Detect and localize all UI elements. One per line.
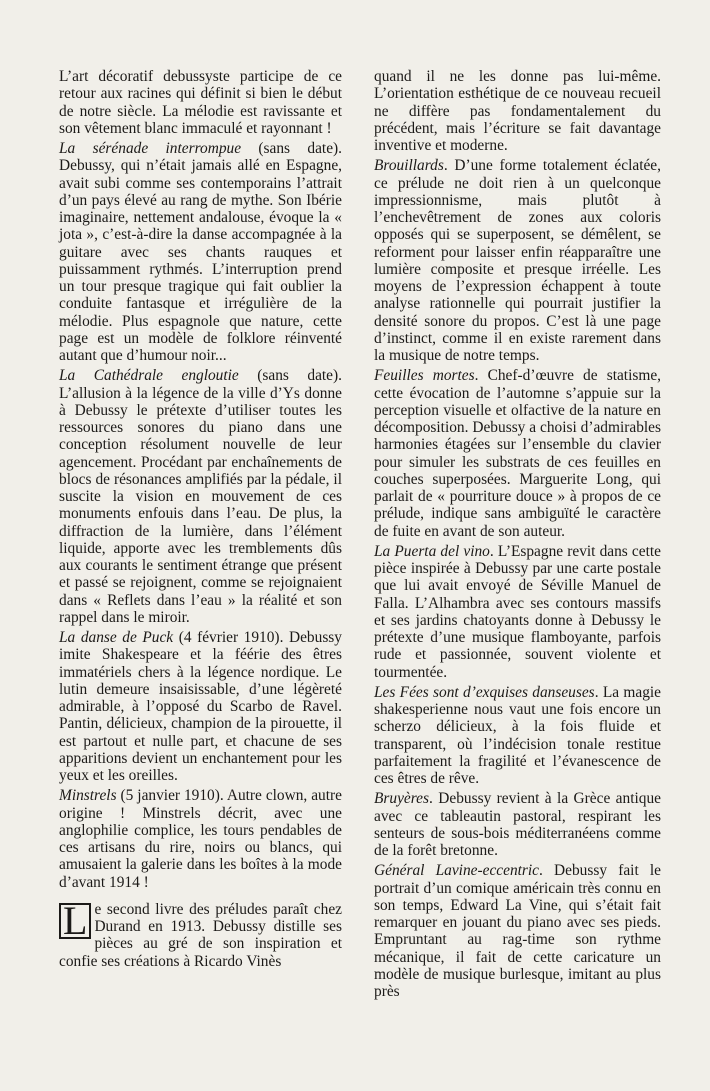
paragraph-text: D’une forme totalement éclatée, ce prélude ne doit rien à un quelconque impressionnisme, mais plutôt à l’enchevêtrement de zones aux coloris opposés qui se superposent, se démêlent, se reforment pour laisser enfin réapparaître une lumière composite et presque irréelle. Les moyens de l’expression échappent à toute analyse rationnelle qui pourrait justifier la densité sonore du propos. C’est là une page d’instinct, comme il en existe rarement dans la musique de notre temps. [374,157,661,364]
paragraph-fees [374,684,661,788]
piece-title: Les Fées sont d’exquises danseuses [374,683,595,701]
paragraph-text: L’Espagne revit dans cette pièce inspirée à Debussy par une carte postale que lui avait envoyé de Séville Manuel de Falla. L’Alhambra avec ses contours massifs et ses jardins chatoyants donne à Debussy le prétexte d’une musique flamboyante, parfois rude et passionnée, souvent violente et tourmentée. [374,542,661,681]
piece-date: (4 février 1910). [173,629,284,646]
piece-date: (sans date). [241,140,342,157]
right-column [374,68,661,1000]
paragraph-text: Debussy, qui n’était jamais allé en Espagne, avait subi comme ses contemporains l’attrait d’un pays élevé au rang de mythe. Son Ibérie imaginaire, nettement andalouse, évoque la « jota », c’est-à-dire la danse accompagnée à la guitare avec ses chants rauques et puissamment rythmés. L’interruption prend un tour presque tragique qui fait oublier la conduite fantasque et irrégulière de la mélodie. Plus espagnole que nature, cette page est un modèle de folklore réinventé autant que d’humour noir... [59,157,342,364]
piece-date: . [443,157,448,175]
paragraph-text: quand il ne les donne pas lui-même. L’orientation esthétique de ce nouveau recueil ne diffère pas fondamentalement du précédent, mais l’écriture se fait davantage inventive et moderne. [374,68,661,154]
paragraph-brouillards [374,157,661,364]
paragraph-puerta-del-vino [374,543,661,681]
left-column [59,68,342,970]
piece-date: . [474,367,479,385]
paragraph-puck [59,629,342,784]
piece-date: . [539,862,543,880]
paragraph-bruyeres [374,790,661,859]
paragraph-text: La magie shakesperienne nous vaut une fois encore un scherzo délicieux, à la fois fluide et transparent, où l’indécision tonale restitue parfaitement la fragilité et l’évanescence de ces êtres de rêve. [374,683,661,787]
piece-date: . [594,683,599,701]
piece-date: (sans date). [238,367,342,385]
piece-title: Brouillards [374,157,444,175]
piece-title: Minstrels [59,787,117,805]
paragraph-text: Debussy fait le portrait d’un comique américain très connu en son temps, Edward La Vine, qui s’était fait remarquer en jouant du piano avec ses pieds. Empruntant au rag-time son rythme mécanique, il fait de cette caricature un modèle de musique burlesque, imitant au plus près [374,862,662,1000]
paragraph-minstrels [59,787,342,891]
paragraph-text: Autre clown, autre origine ! Minstrels décrit, avec une anglophilie complice, les tours pendables de ces artisans du rire, noirs ou blancs, qui amusaient la galerie dans les boîtes à la mode d’avant 1914 ! [59,787,342,891]
paragraph-serenade [59,140,342,364]
piece-date: . [489,542,494,560]
piece-title: La sérénade interrompue [59,140,242,157]
piece-title: Bruyères [374,790,429,808]
paragraph-intro [59,68,342,137]
piece-date: (5 janvier 1910). [116,787,224,805]
paragraph-text: Debussy revient à la Grèce antique avec ce tableautin pastoral, respirant les senteurs de sous-bois méditerranéens comme de la forêt bretonne. [374,790,661,859]
paragraph-text: L’allusion à la légence de la ville d’Ys donne à Debussy le prétexte d’utiliser toutes les ressources sonores du piano dans une conception résolument nouvelle de leur agencement. Procédant par enchaînements de blocs de résonances amplifiés par la pédale, il suscite la vision en mouvement de ces monuments enfouis dans l’eau. De plus, la diffraction de la lumière, dans l’élément liquide, apporte avec les tremblements dûs aux courants le sentiment étrange que présent et passé se rejoignent, comme se rejoignaient dans « Reflets dans l’eau » la réalité et son rappel dans le miroir. [59,384,342,626]
piece-date: . [429,790,433,808]
piece-title: Feuilles mortes [374,367,475,385]
paragraph-cathedrale [59,367,342,626]
piece-title: La Puerta del vino [374,542,490,560]
piece-title: La danse de Puck [59,629,174,646]
paragraph-text: Chef-d’œuvre de statisme, cette évocation de l’automne s’appuie sur la perception visuelle et olfactive de la nature en décomposition. Debussy a choisi d’admirables harmonies étagées sur l’ensemble du clavier pour simuler les substrats de ces feuilles en couches superposées. Marguerite Long, qui parlait de « pourriture douce » à propos de ce prélude, indique sans ambiguïté le caractère de fuite en avant de son auteur. [374,367,661,540]
paragraph-text: L’art décoratif debussyste participe de ce retour aux racines qui définit si bien le début de notre siècle. La mélodie est ravissante et son vêtement blanc immaculé et rayonnant ! [59,68,342,137]
paragraph-continuation [374,68,661,154]
piece-title: La Cathédrale engloutie [59,367,239,385]
drop-cap: L [59,903,91,939]
paragraph-general-lavine [374,862,661,1000]
paragraph-second-livre [59,897,342,970]
paragraph-text: Debussy imite Shakespeare et la féérie des êtres immatériels chers à la légence nordique. Le lutin demeure insaisissable, d’une légèreté admirable, à l’opposé du Scarbo de Ravel. Pantin, délicieux, champion de la pirouette, il est partout et nulle part, et chacune de ses apparitions devient un enchantement pour les yeux et les oreilles. [59,629,342,784]
piece-title: Général Lavine-eccentric [374,862,540,880]
paragraph-feuilles-mortes [374,367,661,540]
paragraph-text: e second livre des préludes paraît chez Durand en 1913. Debussy distille ses pièces au gré de son inspiration et confie ses créations à Ricardo Vinès [59,900,342,970]
